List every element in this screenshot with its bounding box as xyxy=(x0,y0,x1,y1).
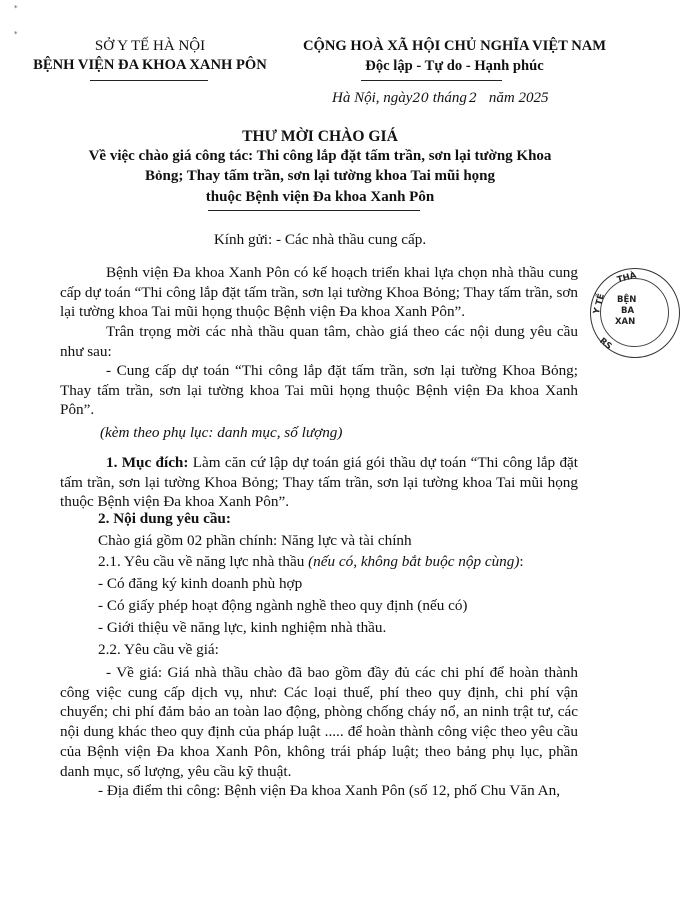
document-subtitle-line-2: Bỏng; Thay tấm trần, sơn lại tường khoa Tai mũi họng xyxy=(144,168,496,184)
hospital-name: BỆNH VIỆN ĐA KHOA XANH PÔN xyxy=(33,57,267,73)
document-subtitle-line-3: thuộc Bệnh viện Đa khoa Xanh Pôn xyxy=(205,189,435,205)
stamp-center-line: BỆN xyxy=(617,295,637,305)
capacity-item: - Có đăng ký kinh doanh phù hợp xyxy=(98,575,303,592)
scan-mark: * xyxy=(14,4,18,12)
stamp-arc-bottom: RS xyxy=(597,336,614,352)
supply-text: - Cung cấp dự toán “Thi công lắp đặt tấm trần, sơn lại tường Khoa Bỏng; Thay tấm trần, sơn lại tường khoa Tai mũi họng thuộc Bệnh viện Đa khoa Xanh Pôn”. xyxy=(60,362,578,419)
header-right-underline xyxy=(361,80,502,81)
date-prefix: Hà Nội, ngày xyxy=(332,90,413,106)
stamp-arc-top: THÀ xyxy=(616,270,638,286)
supply-paragraph xyxy=(60,361,578,420)
stamp-inner-ring xyxy=(600,278,669,347)
capacity-requirement-label: 2.1. Yêu cầu về năng lực nhà thầu xyxy=(98,553,309,570)
header-left-underline xyxy=(90,80,208,81)
capacity-item: - Có giấy phép hoạt động ngành nghề theo quy định (nếu có) xyxy=(98,597,468,614)
purpose-label: 1. Mục đích: xyxy=(106,454,189,471)
capacity-requirement-note: (nếu có, không bắt buộc nộp cùng) xyxy=(308,553,520,570)
location-line: - Địa điểm thi công: Bệnh viện Đa khoa Xanh Pôn (số 12, phố Chu Văn An, xyxy=(98,782,561,799)
content-section-label: 2. Nội dung yêu cầu: xyxy=(98,510,231,527)
title-underline xyxy=(208,210,420,211)
nation-title: CỘNG HOÀ XÃ HỘI CHỦ NGHĨA VIỆT NAM xyxy=(302,38,607,54)
national-motto: Độc lập - Tự do - Hạnh phúc xyxy=(365,58,544,74)
purpose-text: Làm căn cứ lập dự toán giá gói thầu dự toán “Thi công lắp đặt tấm trần, sơn lại tường Khoa Bỏng; Thay tấm trần, sơn lại tường khoa Tai mũi họng thuộc Bệnh viện Đa khoa Xanh Pôn”. xyxy=(60,454,579,511)
invite-text: Trân trọng mời các nhà thầu quan tâm, chào giá theo các nội dung yêu cầu như sau: xyxy=(60,323,578,360)
document-subtitle-line-1: Về việc chào giá công tác: Thi công lắp đặt tấm trần, sơn lại tường Khoa xyxy=(88,148,552,164)
document-title: THƯ MỜI CHÀO GIÁ xyxy=(242,128,398,145)
date-line xyxy=(332,90,549,107)
scan-marks xyxy=(14,2,18,40)
date-year: năm 2025 xyxy=(488,90,549,106)
date-month-label: tháng xyxy=(432,90,467,106)
date-month-handwritten: 2 xyxy=(468,91,478,106)
scan-mark: * xyxy=(14,30,18,38)
recipient-line: Kính gửi: - Các nhà thầu cung cấp. xyxy=(213,231,427,248)
price-paragraph xyxy=(60,663,578,781)
invite-paragraph xyxy=(60,322,578,361)
ministry-name: SỞ Y TẾ HÀ NỘI xyxy=(94,38,206,54)
content-intro: Chào giá gồm 02 phần chính: Năng lực và tài chính xyxy=(98,532,412,549)
purpose-paragraph xyxy=(60,453,578,512)
capacity-item: - Giới thiệu về năng lực, kinh nghiệm nhà thầu. xyxy=(98,619,387,636)
official-stamp xyxy=(590,268,680,358)
date-day-handwritten: 20 xyxy=(412,91,429,106)
intro-paragraph xyxy=(60,263,578,322)
capacity-requirement-colon: : xyxy=(519,553,524,570)
stamp-arc-left: Y TẾ xyxy=(591,292,607,316)
attachment-note: (kèm theo phụ lục: danh mục, số lượng) xyxy=(100,424,343,441)
stamp-center-line: XAN xyxy=(615,317,636,327)
stamp-center-line: BA xyxy=(621,306,635,316)
capacity-requirement-heading xyxy=(98,553,524,571)
price-text: - Về giá: Giá nhà thầu chào đã bao gồm đầy đủ các chi phí để hoàn thành công việc cung cấp dịch vụ, như: Các loại thuế, phí theo quy định, chi phí vận chuyển; chi phí đảm bảo an toàn lao động, phòng chống cháy nổ, an ninh trật tư, các nội dung khác theo quy định của pháp luật ..... để hoàn thành công việc theo yêu cầu của Bệnh viện Đa khoa Xanh Pôn, không trái pháp luật; theo bảng phụ lục, phần danh mục, số lượng, yêu cầu kỹ thuật. xyxy=(60,664,578,780)
price-requirement-heading: 2.2. Yêu cầu về giá: xyxy=(98,641,219,658)
intro-text: Bệnh viện Đa khoa Xanh Pôn có kế hoạch triển khai lựa chọn nhà thầu cung cấp dự toán “Thi công lắp đặt tấm trần, sơn lại tường Khoa Bỏng; Thay tấm trần, sơn lại tường khoa Tai mũi họng thuộc Bệnh viện Đa khoa Xanh Pôn”. xyxy=(60,264,578,321)
